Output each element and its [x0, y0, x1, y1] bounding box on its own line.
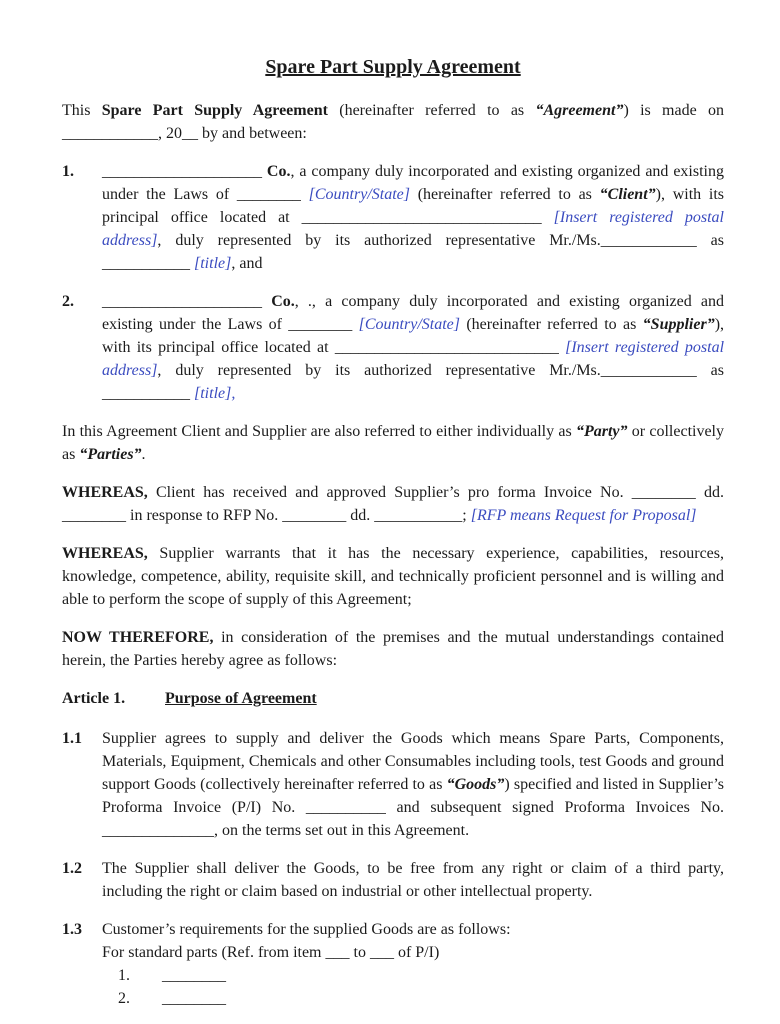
now-therefore-keyword: NOW THEREFORE, — [62, 629, 214, 646]
text-run: Co. — [271, 293, 295, 310]
text-run: , a company duly incorporated and existing organized and existing under the Laws of ________ — [102, 163, 724, 203]
clause-1-1 — [62, 727, 724, 842]
list-item-number: 1. — [118, 967, 130, 984]
article-number: Article 1. — [62, 690, 126, 707]
article-title: Purpose of Agreement — [165, 690, 317, 707]
text-run: Supplier warrants that it has the necessary experience, capabilities, resources, knowledge, competence, ability, requisite skill, and technically proficient personnel and is willing and able to perform the scope of supply of this Agreement; — [62, 545, 724, 608]
whereas-keyword: WHEREAS, — [62, 545, 148, 562]
intro-paragraph — [62, 99, 724, 145]
clause-1-2 — [62, 857, 724, 903]
defined-term: “Supplier” — [642, 316, 715, 333]
blank-field: ____________________ — [102, 163, 267, 180]
text-run: ) specified and listed in Supplier’s Proforma Invoice (P/I) No. __________ and subsequent signed Proforma Invoices No. ______________, on the terms set out in this Agreement. — [102, 776, 724, 839]
clause-text — [102, 160, 724, 275]
text-run: , and — [231, 255, 263, 272]
party-1-clause — [62, 160, 724, 275]
text-run: (hereinafter referred to as — [459, 316, 643, 333]
whereas-keyword: WHEREAS, — [62, 484, 148, 501]
placeholder-text: [Country/State] — [308, 186, 410, 203]
blank-field: ________ — [162, 990, 226, 1007]
list-item — [102, 964, 724, 987]
defined-term: “Parties” — [79, 446, 142, 463]
clause-text — [102, 918, 724, 1010]
placeholder-text: [title], — [194, 385, 236, 402]
clause-text — [102, 857, 724, 903]
text-run: , duly represented by its authorized representative Mr./Ms.____________ as ___________ — [102, 362, 724, 402]
defined-term: “Goods” — [446, 776, 505, 793]
text-run: (hereinafter referred to as — [409, 186, 600, 203]
list-item-number: 2. — [118, 990, 130, 1007]
placeholder-text: [Country/State] — [358, 316, 460, 333]
party-2-clause — [62, 290, 724, 405]
clause-number: 1.2 — [62, 860, 82, 877]
text-run: Supplier agrees to supply and deliver the Goods which means Spare Parts, Components, Materials, Equipment, Chemicals and other Consumables including tools, test Goods and ground support Goods (collectively hereinafter referred to as — [102, 730, 724, 793]
text-run: ), with its principal office located at ______________________________ — [102, 186, 725, 226]
clause-number: 1. — [62, 163, 74, 180]
whereas-invoice-clause — [62, 481, 724, 527]
text-run: ) is made on ____________, 20__ by and between: — [62, 102, 725, 142]
defined-term: “Client” — [599, 186, 656, 203]
blank-field: ____________________ — [102, 293, 272, 310]
document-name-term: Spare Part Supply Agreement — [101, 102, 328, 119]
text-run: , duly represented by its authorized representative Mr./Ms.____________ as ___________ — [102, 232, 724, 272]
defined-term: “Agreement” — [535, 102, 624, 119]
text-run: Client has received and approved Supplier’s pro forma Invoice No. ________ dd. ________ in response to RFP No. ________ dd. ___________; — [62, 484, 724, 524]
clause-text — [102, 727, 724, 842]
clause-text — [102, 290, 724, 405]
document-title: Spare Part Supply Agreement — [265, 56, 521, 78]
defined-term: “Party” — [575, 423, 628, 440]
article-1-heading — [62, 687, 724, 710]
placeholder-text: [Insert registered postal address] — [102, 209, 725, 249]
clause-line: Customer’s requirements for the supplied Goods are as follows: — [102, 921, 511, 938]
placeholder-text: [RFP means Request for Proposal] — [470, 507, 697, 524]
text-run: , ., a company duly incorporated and existing organized and existing under the Laws of ________ — [102, 293, 725, 333]
clause-line: For standard parts (Ref. from item ___ to ___ of P/I) — [102, 944, 440, 961]
parties-definition-paragraph — [62, 420, 724, 466]
text-run: This — [62, 102, 102, 119]
placeholder-text: [Insert registered postal address] — [102, 339, 725, 379]
text-run: The Supplier shall deliver the Goods, to be free from any right or claim of a third party, including the right or claim based on industrial or other intellectual property. — [102, 860, 724, 900]
list-item — [102, 987, 724, 1010]
text-run: Co. — [266, 163, 291, 180]
text-run: in consideration of the premises and the mutual understandings contained herein, the Parties hereby agree as follows: — [62, 629, 724, 669]
clause-number: 1.1 — [62, 730, 82, 747]
text-run: (hereinafter referred to as — [327, 102, 536, 119]
text-run: or collectively as — [62, 423, 725, 463]
placeholder-text: [title] — [194, 255, 232, 272]
clause-number: 1.3 — [62, 921, 82, 938]
whereas-warranty-clause — [62, 542, 724, 611]
blank-field: ________ — [162, 967, 226, 984]
clause-number: 2. — [62, 293, 74, 310]
text-run: ), with its principal office located at ____________________________ — [102, 316, 725, 356]
now-therefore-clause — [62, 626, 724, 672]
clause-1-3 — [62, 918, 724, 1010]
text-run: In this Agreement Client and Supplier are also referred to either individually as — [62, 423, 576, 440]
text-run: . — [141, 446, 146, 463]
